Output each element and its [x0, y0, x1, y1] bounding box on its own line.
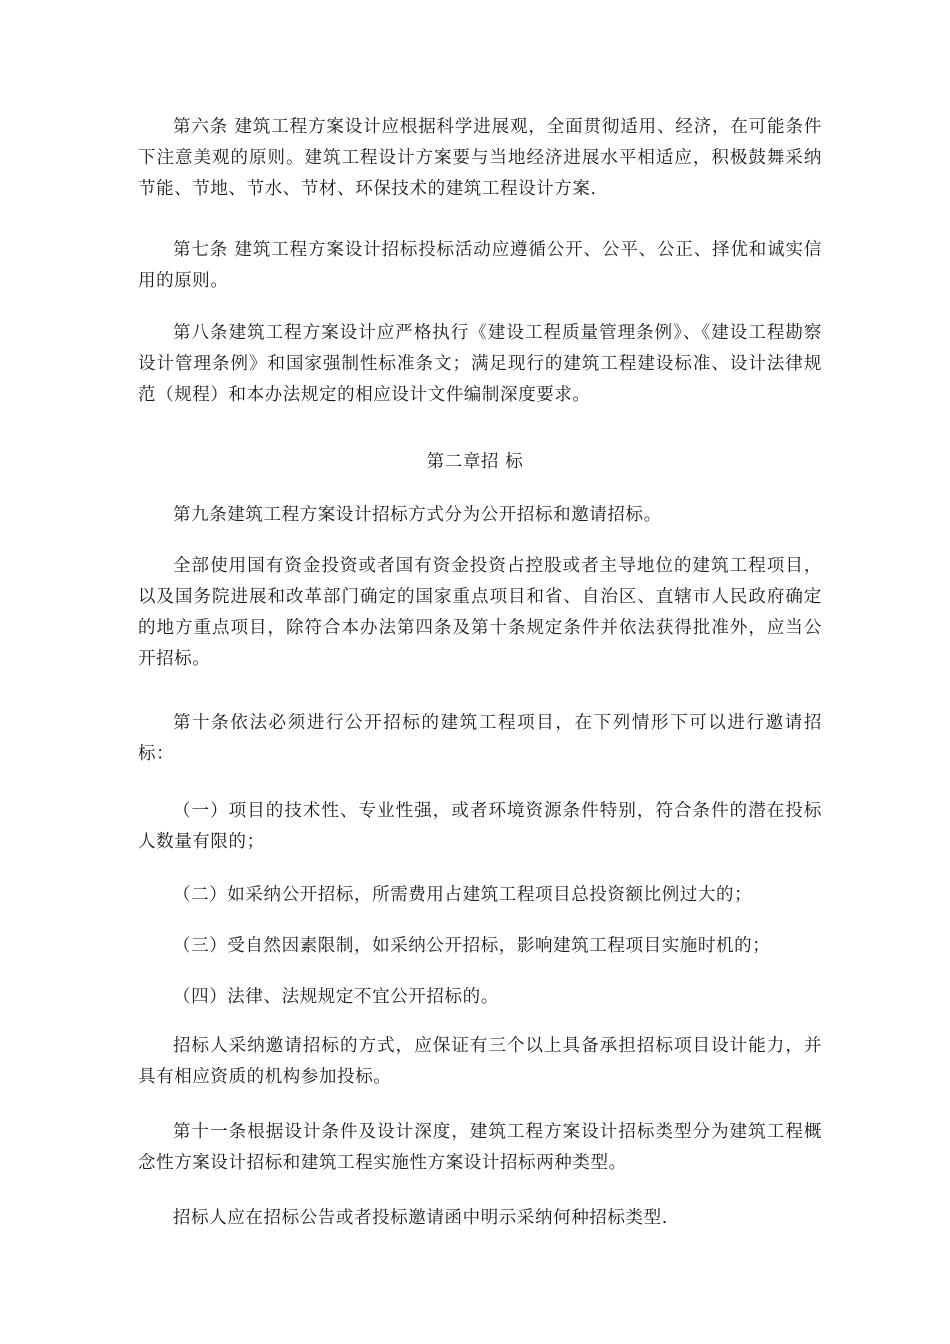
list-item-2: （二）如采纳公开招标，所需费用占建筑工程项目总投资额比例过大的； [173, 885, 753, 905]
article-11-paragraph-2: 招标人应在招标公告或者投标邀请函中明示采纳何种招标类型. [173, 1208, 668, 1228]
article-11: 第十一条根据设计条件及设计深度，建筑工程方案设计招标类型分为建筑工程概念性方案设计招标和建筑工程实施性方案设计招标两种类型。 [138, 1122, 822, 1173]
article-9-paragraph-2: 全部使用国有资金投资或者国有资金投资占控股或者主导地位的建筑工程项目，以及国务院进展和改革部门确定的国家重点项目和省、自治区、直辖市人民政府确定的地方重点项目，除符合本办法第四条及第十条规定条件并依法获得批准外，应当公开招标。 [138, 556, 822, 669]
article-10-paragraph-2: 招标人采纳邀请招标的方式，应保证有三个以上具备承担招标项目设计能力，并具有相应资质的机构参加投标。 [138, 1036, 822, 1087]
article-10: 第十条依法必须进行公开招标的建筑工程项目，在下列情形下可以进行邀请招标： [138, 713, 822, 764]
article-6: 第六条 建筑工程方案设计应根据科学进展观，全面贯彻适用、经济，在可能条件下注意美观的原则。建筑工程设计方案要与当地经济进展水平相适应，积极鼓舞采纳节能、节地、节水、节材、环保技术的建筑工程设计方案. [138, 117, 822, 199]
article-7: 第七条 建筑工程方案设计招标投标活动应遵循公开、公平、公正、择优和诚实信用的原则。 [138, 240, 822, 291]
list-item-3: （三）受自然因素限制，如采纳公开招标，影响建筑工程项目实施时机的； [173, 936, 771, 956]
article-8: 第八条建筑工程方案设计应严格执行《建设工程质量管理条例》、《建设工程勘察设计管理条例》和国家强制性标准条文；满足现行的建筑工程建设标准、设计法律规范（规程）和本办法规定的相应设计文件编制深度要求。 [138, 323, 822, 405]
list-item-1: （一）项目的技术性、专业性强，或者环境资源条件特别，符合条件的潜在投标人数量有限的； [138, 801, 822, 852]
list-item-4: （四）法律、法规规定不宜公开招标的。 [173, 987, 499, 1007]
chapter-heading: 第二章招 标 [426, 452, 524, 472]
article-9: 第九条建筑工程方案设计招标方式分为公开招标和邀请招标。 [173, 505, 662, 525]
